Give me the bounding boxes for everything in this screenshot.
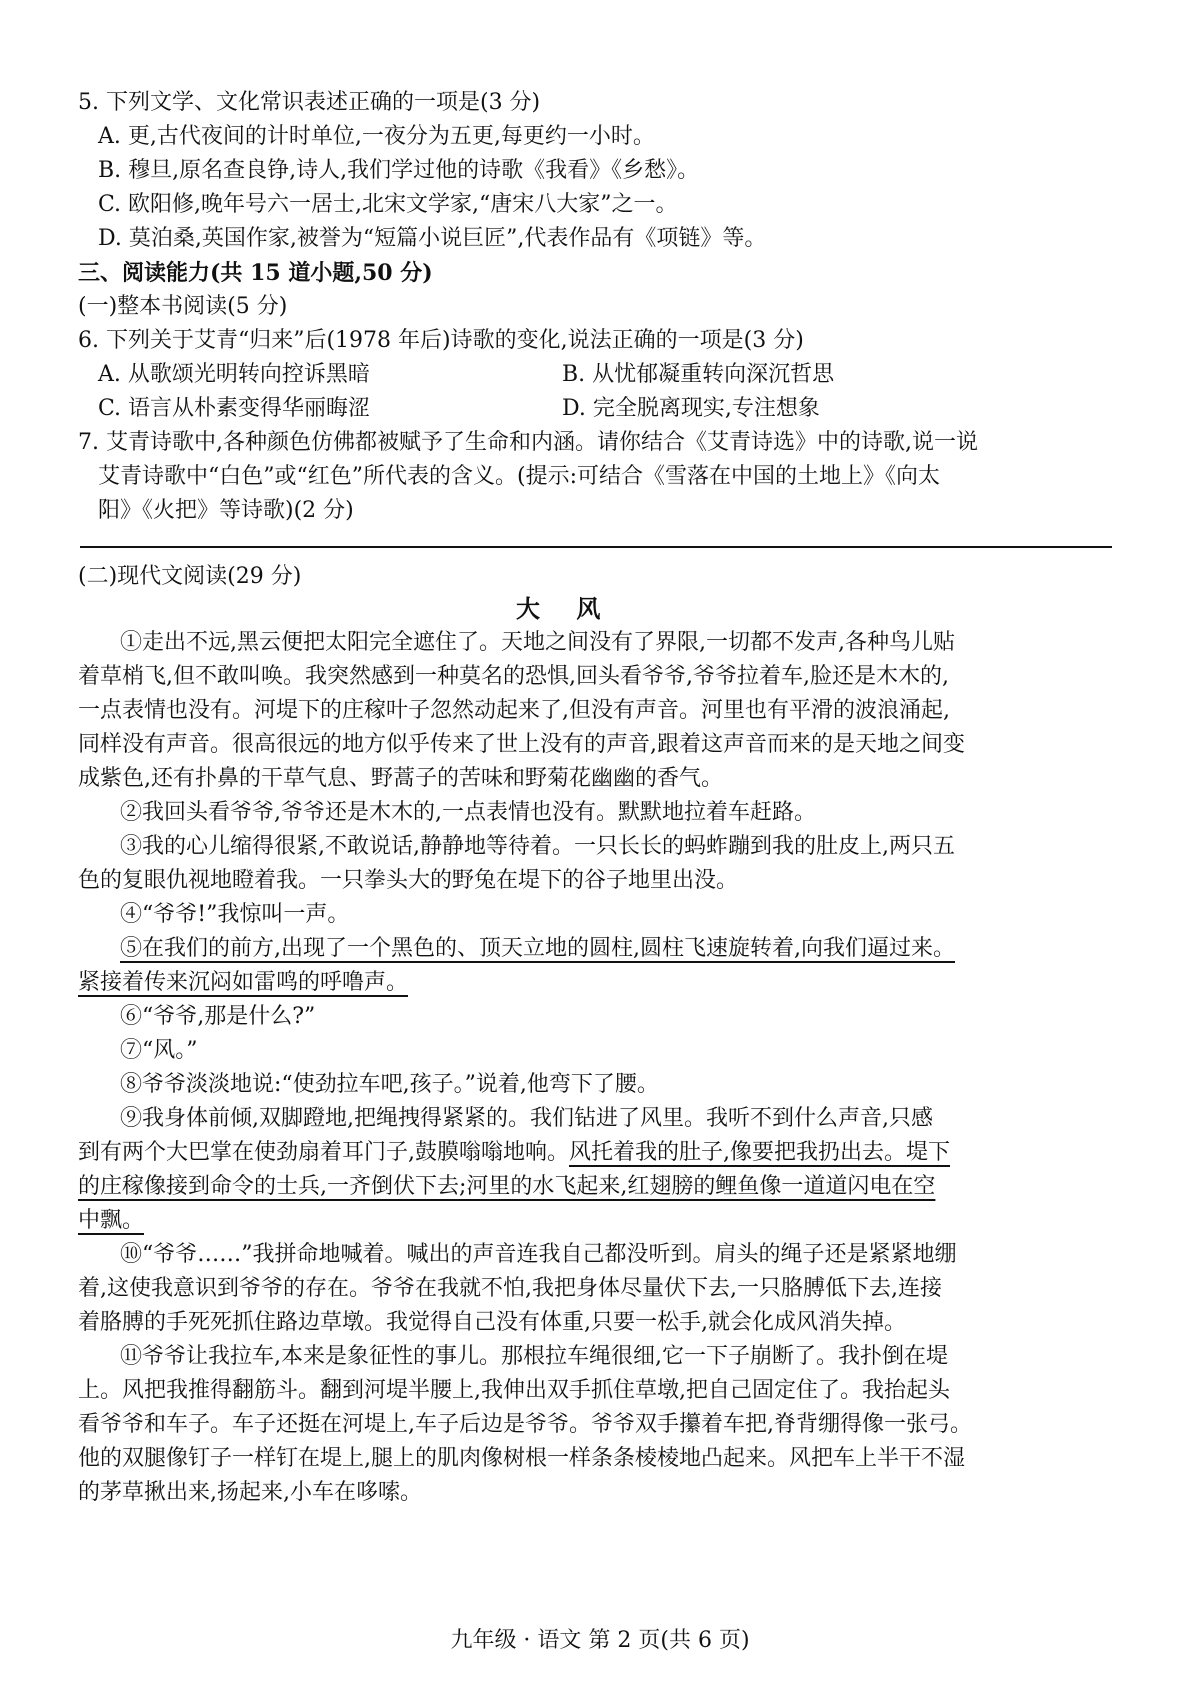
paragraph-5-underlined-line: 紧接着传来沉闷如雷鸣的呼噜声。 — [78, 970, 409, 995]
paragraph-11-line: 上。风把我推得翻筋斗。翻到河堤半腰上,我伸出双手抓住草墩,把自己固定住了。我抬起头 — [78, 1378, 950, 1403]
q6-option-a: A. 从歌颂光明转向控诉黑暗 — [98, 362, 370, 387]
paragraph-8: ⑧爷爷淡淡地说:“使劲拉车吧,孩子。”说着,他弯下了腰。 — [120, 1072, 659, 1097]
paragraph-10-line: 着,这使我意识到爷爷的存在。爷爷在我就不怕,我把身体尽量伏下去,一只胳膊低下去,连接 — [78, 1276, 942, 1301]
paragraph-1-line: 成紫色,还有扑鼻的干草气息、野蒿子的苦味和野菊花幽幽的香气。 — [78, 766, 723, 791]
paragraph-11-line: 他的双腿像钉子一样钉在堤上,腿上的肌肉像树根一样条条棱棱地凸起来。风把车上半干不湿 — [78, 1446, 965, 1471]
paragraph-10-line: 着胳膊的手死死抓住路边草墩。我觉得自己没有体重,只要一松手,就会化成风消失掉。 — [78, 1310, 906, 1335]
page-footer: 九年级 · 语文 第 2 页(共 6 页) — [450, 1628, 750, 1653]
q5-option-b: B. 穆旦,原名查良铮,诗人,我们学过他的诗歌《我看》《乡愁》。 — [98, 158, 700, 183]
paragraph-4: ④“爷爷!”我惊叫一声。 — [120, 902, 350, 927]
q5-stem: 5. 下列文学、文化常识表述正确的一项是(3 分) — [78, 90, 541, 115]
part-heading-whole-book: (一)整本书阅读(5 分) — [78, 294, 288, 319]
q6-stem: 6. 下列关于艾青“归来”后(1978 年后)诗歌的变化,说法正确的一项是(3 分) — [78, 328, 804, 353]
paragraph-9-underlined-text: 风托着我的肚子,像要把我扔出去。堤下 — [569, 1140, 950, 1165]
q7-line-3: 阳》《火把》等诗歌)(2 分) — [98, 498, 354, 523]
q6-option-b: B. 从忧郁凝重转向深沉哲思 — [562, 362, 835, 387]
paragraph-9-line: ⑨我身体前倾,双脚蹬地,把绳拽得紧紧的。我们钻进了风里。我听不到什么声音,只感 — [120, 1106, 933, 1131]
paragraph-6: ⑥“爷爷,那是什么?” — [120, 1004, 316, 1029]
paragraph-9-underlined-line: 中飘。 — [78, 1208, 145, 1233]
section-heading: 三、阅读能力(共 15 道小题,50 分) — [78, 260, 433, 286]
q7-line-1: 7. 艾青诗歌中,各种颜色仿佛都被赋予了生命和内涵。请你结合《艾青诗选》中的诗歌,说一说 — [78, 430, 978, 455]
paragraph-9-line — [78, 1136, 950, 1170]
article-title: 大 风 — [516, 594, 615, 623]
q5-option-c: C. 欧阳修,晚年号六一居士,北宋文学家,“唐宋八大家”之一。 — [98, 192, 678, 217]
paragraph-11-line: 的茅草揪出来,扬起来,小车在哆嗦。 — [78, 1480, 422, 1505]
paragraph-9-underlined-line: 的庄稼像接到命令的士兵,一齐倒伏下去;河里的水飞起来,红翅膀的鲤鱼像一道道闪电在空 — [78, 1174, 936, 1199]
q7-line-2: 艾青诗歌中“白色”或“红色”所代表的含义。(提示:可结合《雪落在中国的土地上》《向太 — [98, 464, 940, 489]
q6-option-c: C. 语言从朴素变得华丽晦涩 — [98, 396, 371, 421]
paragraph-1-line: 同样没有声音。很高很远的地方似乎传来了世上没有的声音,跟着这声音而来的是天地之间变 — [78, 732, 965, 757]
paragraph-1-line: ①走出不远,黑云便把太阳完全遮住了。天地之间没有了界限,一切都不发声,各种鸟儿贴 — [120, 630, 955, 655]
paragraph-1-line: 着草梢飞,但不敢叫唤。我突然感到一种莫名的恐惧,回头看爷爷,爷爷拉着车,脸还是木木的, — [78, 664, 949, 689]
answer-line — [80, 546, 1112, 548]
paragraph-11-line: ⑪爷爷让我拉车,本来是象征性的事儿。那根拉车绳很细,它一下子崩断了。我扑倒在堤 — [120, 1344, 948, 1369]
part-heading-modern-text: (二)现代文阅读(29 分) — [78, 564, 302, 589]
q5-option-a: A. 更,古代夜间的计时单位,一夜分为五更,每更约一小时。 — [98, 124, 655, 149]
q6-option-d: D. 完全脱离现实,专注想象 — [562, 396, 820, 421]
q5-option-d: D. 莫泊桑,英国作家,被誉为“短篇小说巨匠”,代表作品有《项链》等。 — [98, 226, 767, 251]
paragraph-9-text: 到有两个大巴掌在使劲扇着耳门子,鼓膜嗡嗡地响。 — [78, 1140, 569, 1165]
paragraph-3-line: ③我的心儿缩得很紧,不敢说话,静静地等待着。一只长长的蚂蚱蹦到我的肚皮上,两只五 — [120, 834, 955, 859]
paragraph-3-line: 色的复眼仇视地瞪着我。一只拳头大的野兔在堤下的谷子地里出没。 — [78, 868, 739, 893]
paragraph-5-underlined-line: ⑤在我们的前方,出现了一个黑色的、顶天立地的圆柱,圆柱飞速旋转着,向我们逼过来。 — [120, 936, 955, 961]
paragraph-11-line: 看爷爷和车子。车子还挺在河堤上,车子后边是爷爷。爷爷双手攥着车把,脊背绷得像一张弓。 — [78, 1412, 972, 1437]
paragraph-1-line: 一点表情也没有。河堤下的庄稼叶子忽然动起来了,但没有声音。河里也有平滑的波浪涌起, — [78, 698, 950, 723]
paragraph-2: ②我回头看爷爷,爷爷还是木木的,一点表情也没有。默默地拉着车赶路。 — [120, 800, 816, 825]
paragraph-10-line: ⑩“爷爷……”我拼命地喊着。喊出的声音连我自己都没听到。肩头的绳子还是紧紧地绷 — [120, 1242, 957, 1267]
paragraph-7: ⑦“风。” — [120, 1038, 198, 1063]
